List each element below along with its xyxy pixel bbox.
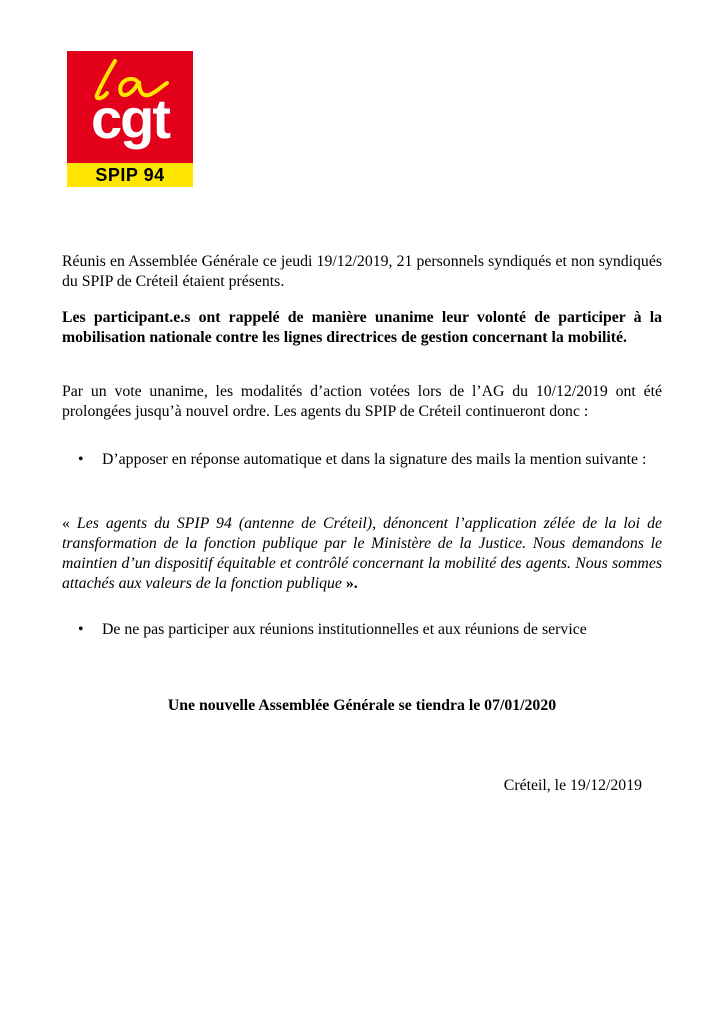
- bullet-icon: •: [78, 451, 84, 468]
- intro-paragraph: Réunis en Assemblée Générale ce jeudi 19/12/2019, 21 personnels syndiqués et non syndiqués du SPIP de Créteil étaient présents.: [62, 253, 662, 290]
- logo-band: [67, 163, 193, 187]
- vote-paragraph: Par un vote unanime, les modalités d’action votées lors de l’AG du 10/12/2019 ont été prolongées jusqu’à nouvel ordre. Les agents du SPIP de Créteil continueront donc :: [62, 383, 662, 420]
- bullet-icon: •: [78, 621, 84, 638]
- next-assembly-announcement: Une nouvelle Assemblée Générale se tiendra le 07/01/2020: [167, 697, 557, 714]
- quote-open-mark: «: [62, 515, 77, 532]
- cgt-spip94-logo: [67, 51, 193, 187]
- quote-text: Les agents du SPIP 94 (antenne de Créteil), dénoncent l’application zélée de la loi de transformation de la fonction publique par le Ministère de la Justice. Nous demandons le maintien d’un dispositif équitable et contrôlé concernant la mobilité des agents. Nous sommes attachés aux valeurs de la fonction publique: [62, 515, 662, 592]
- bullet-item-2-text: De ne pas participer aux réunions institutionnelles et aux réunions de service: [102, 621, 587, 638]
- quote-close-mark: ».: [341, 575, 358, 592]
- quoted-mention: [62, 514, 662, 594]
- lead-paragraph: Les participant.e.s ont rappelé de manière unanime leur volonté de participer à la mobilisation nationale contre les lignes directrices de gestion concernant la mobilité.: [62, 309, 662, 346]
- logo-cgt-wordmark: cgt: [91, 87, 169, 150]
- logo-band-text: SPIP 94: [95, 165, 165, 185]
- dateline: Créteil, le 19/12/2019: [503, 777, 642, 794]
- bullet-item-1-text: D’apposer en réponse automatique et dans la signature des mails la mention suivante :: [102, 451, 647, 468]
